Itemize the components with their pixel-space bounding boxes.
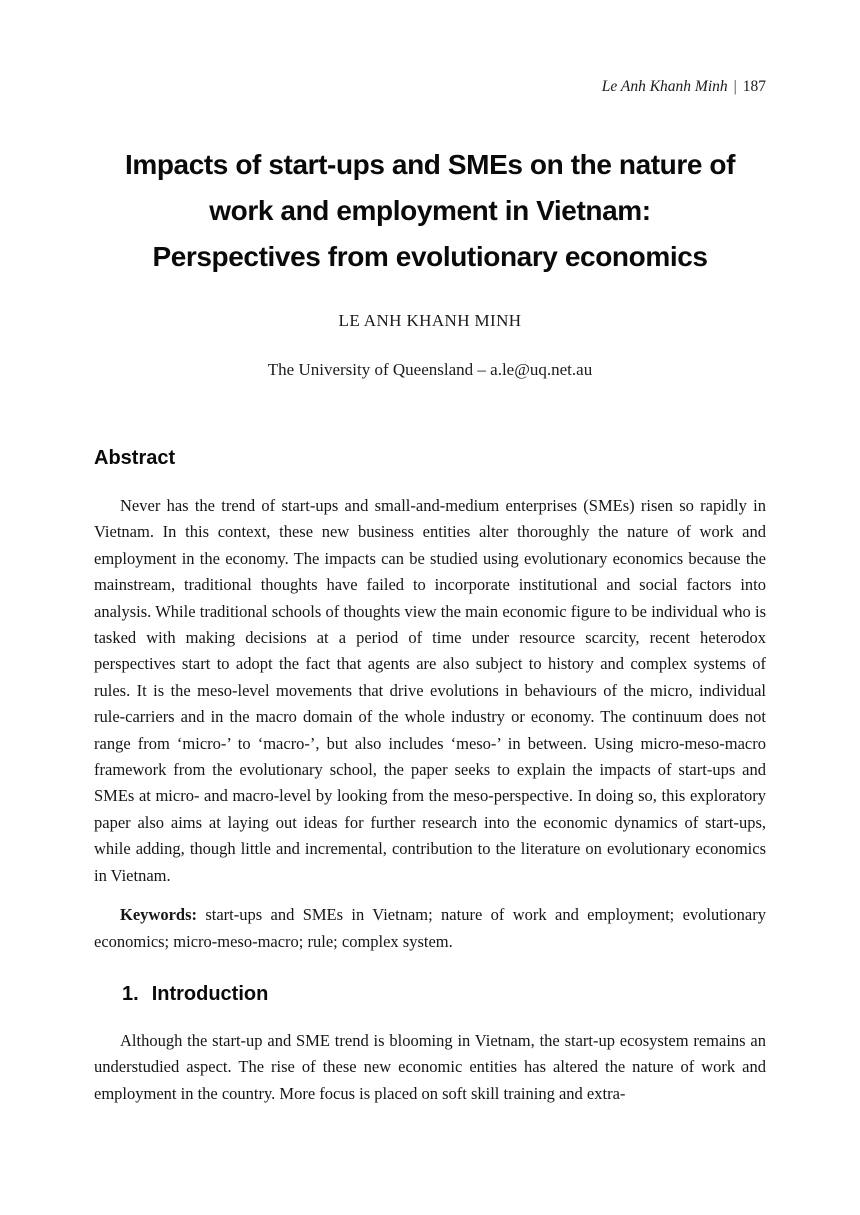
running-header xyxy=(94,78,766,96)
section-number: 1. xyxy=(122,982,139,1005)
section-label: Introduction xyxy=(151,982,269,1005)
paper-title xyxy=(94,142,766,280)
paper-title-line-3: Perspectives from evolutionary economics xyxy=(152,241,708,272)
abstract-heading: Abstract xyxy=(94,447,176,469)
paper-title-line-1: Impacts of start-ups and SMEs on the nature of xyxy=(124,149,736,180)
paper-title-line-2: work and employment in Vietnam: xyxy=(209,195,651,226)
keywords-paragraph xyxy=(94,902,766,955)
header-author-name: Le Anh Khanh Minh xyxy=(601,78,728,95)
header-separator: | xyxy=(733,78,737,95)
keywords-label: Keywords: xyxy=(120,905,197,925)
header-page-number: 187 xyxy=(742,78,766,95)
abstract-paragraph: Never has the trend of start-ups and small-and-medium enterprises (SMEs) risen so rapidly in Vietnam. In this context, these new business entities alter thoroughly the nature of work and employment in the economy. The impacts can be studied using evolutionary economics because the mainstream, traditional thoughts have failed to incorporate institutional and social factors into analysis. While traditional schools of thoughts view the main economic figure to be individual who is tasked with making decisions at a period of time under resource scarcity, recent heterodox perspectives start to adopt the fact that agents are also subject to history and complex systems of rules. It is the meso-level movements that drive evolutions in behaviours of the micro, individual rule-carriers and in the macro domain of the whole industry or economy. The continuum does not range from ‘micro-’ to ‘macro-’, but also includes ‘meso-’ in between. Using micro-meso-macro framework from the evolutionary school, the paper seeks to explain the impacts of start-ups and SMEs at micro- and macro-level by looking from the meso-perspective. In doing so, this exploratory paper also aims at laying out ideas for further research into the economic dynamics of start-ups, while adding, though little and incremental, contribution to the literature on evolutionary economics in Vietnam. xyxy=(94,496,766,885)
author-name: LE ANH KHANH MINH xyxy=(338,311,522,330)
keywords-text: start-ups and SMEs in Vietnam; nature of work and employment; evolutionary economics; micro-meso-macro; rule; complex system. xyxy=(94,905,766,951)
section-heading-introduction xyxy=(94,981,766,1007)
author-affiliation: The University of Queensland – a.le@uq.net.au xyxy=(267,360,593,379)
introduction-paragraph: Although the start-up and SME trend is blooming in Vietnam, the start-up ecosystem remains an understudied aspect. The rise of these new economic entities has altered the nature of work and employment in the country. More focus is placed on soft skill training and extra- xyxy=(94,1030,766,1103)
